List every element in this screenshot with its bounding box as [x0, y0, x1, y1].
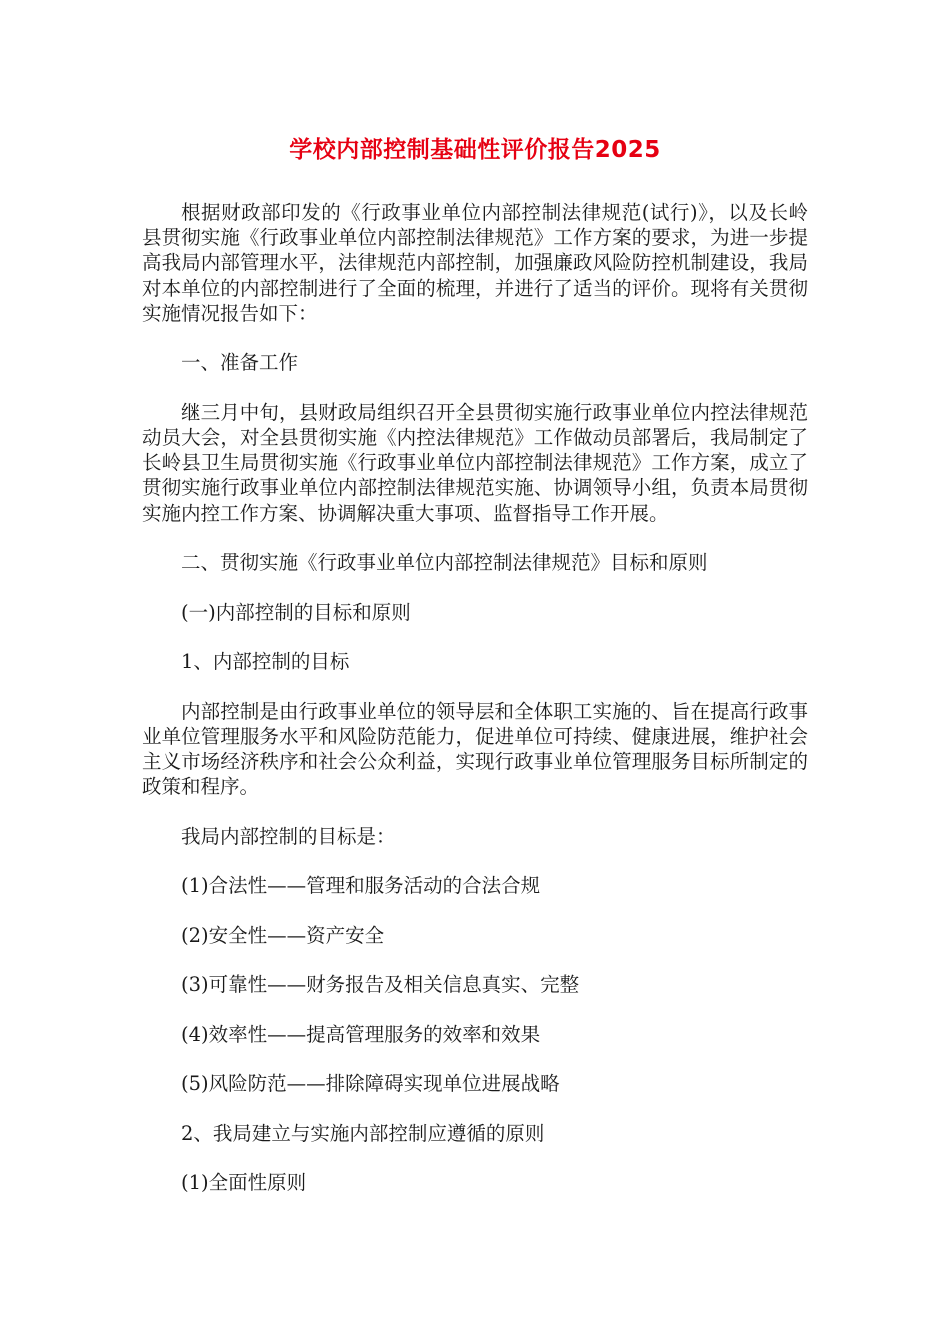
list-item: (4)效率性——提高管理服务的效率和效果: [181, 1022, 541, 1046]
paragraph: 继三月中旬，县财政局组织召开全县贯彻实施行政事业单位内控法律规范动员大会，对全县贯彻实施《内控法律规范》工作做动员部署后，我局制定了长岭县卫生局贯彻实施《行政事业单位内部控制法律规范》工作方案，成立了贯彻实施行政事业单位内部控制法律规范实施、协调领导小组，负责本局贯彻实施内控工作方案、协调解决重大事项、监督指导工作开展。: [142, 400, 808, 525]
subsection-heading: 1、内部控制的目标: [181, 650, 350, 674]
paragraph: 内部控制是由行政事业单位的领导层和全体职工实施的、旨在提高行政事业单位管理服务水平和风险防范能力，促进单位可持续、健康进展，维护社会主义市场经济秩序和社会公众利益，实现行政事业单位管理服务目标所制定的政策和程序。: [142, 699, 808, 799]
list-item: (5)风险防范——排除障碍实现单位进展战略: [181, 1072, 560, 1096]
section-heading: 二、贯彻实施《行政事业单位内部控制法律规范》目标和原则: [181, 551, 708, 575]
document-body: [142, 200, 808, 1220]
list-item: (3)可靠性——财务报告及相关信息真实、完整: [181, 973, 580, 997]
list-item: (1)全面性原则: [181, 1171, 307, 1195]
list-item: (2)安全性——资产安全: [181, 923, 385, 947]
document-title: 学校内部控制基础性评价报告2025: [289, 137, 661, 163]
list-item: (1)合法性——管理和服务活动的合法合规: [181, 874, 541, 898]
paragraph: 根据财政部印发的《行政事业单位内部控制法律规范(试行)》，以及长岭县贯彻实施《行政事业单位内部控制法律规范》工作方案的要求，为进一步提高我局内部管理水平，法律规范内部控制，加强廉政风险防控机制建设，我局对本单位的内部控制进行了全面的梳理，并进行了适当的评价。现将有关贯彻实施情况报告如下：: [142, 201, 808, 325]
subsection-heading: 2、我局建立与实施内部控制应遵循的原则: [181, 1121, 545, 1145]
subsection-heading: (一)内部控制的目标和原则: [181, 600, 411, 624]
paragraph: 我局内部控制的目标是：: [181, 824, 396, 848]
section-heading: 一、准备工作: [181, 351, 299, 375]
